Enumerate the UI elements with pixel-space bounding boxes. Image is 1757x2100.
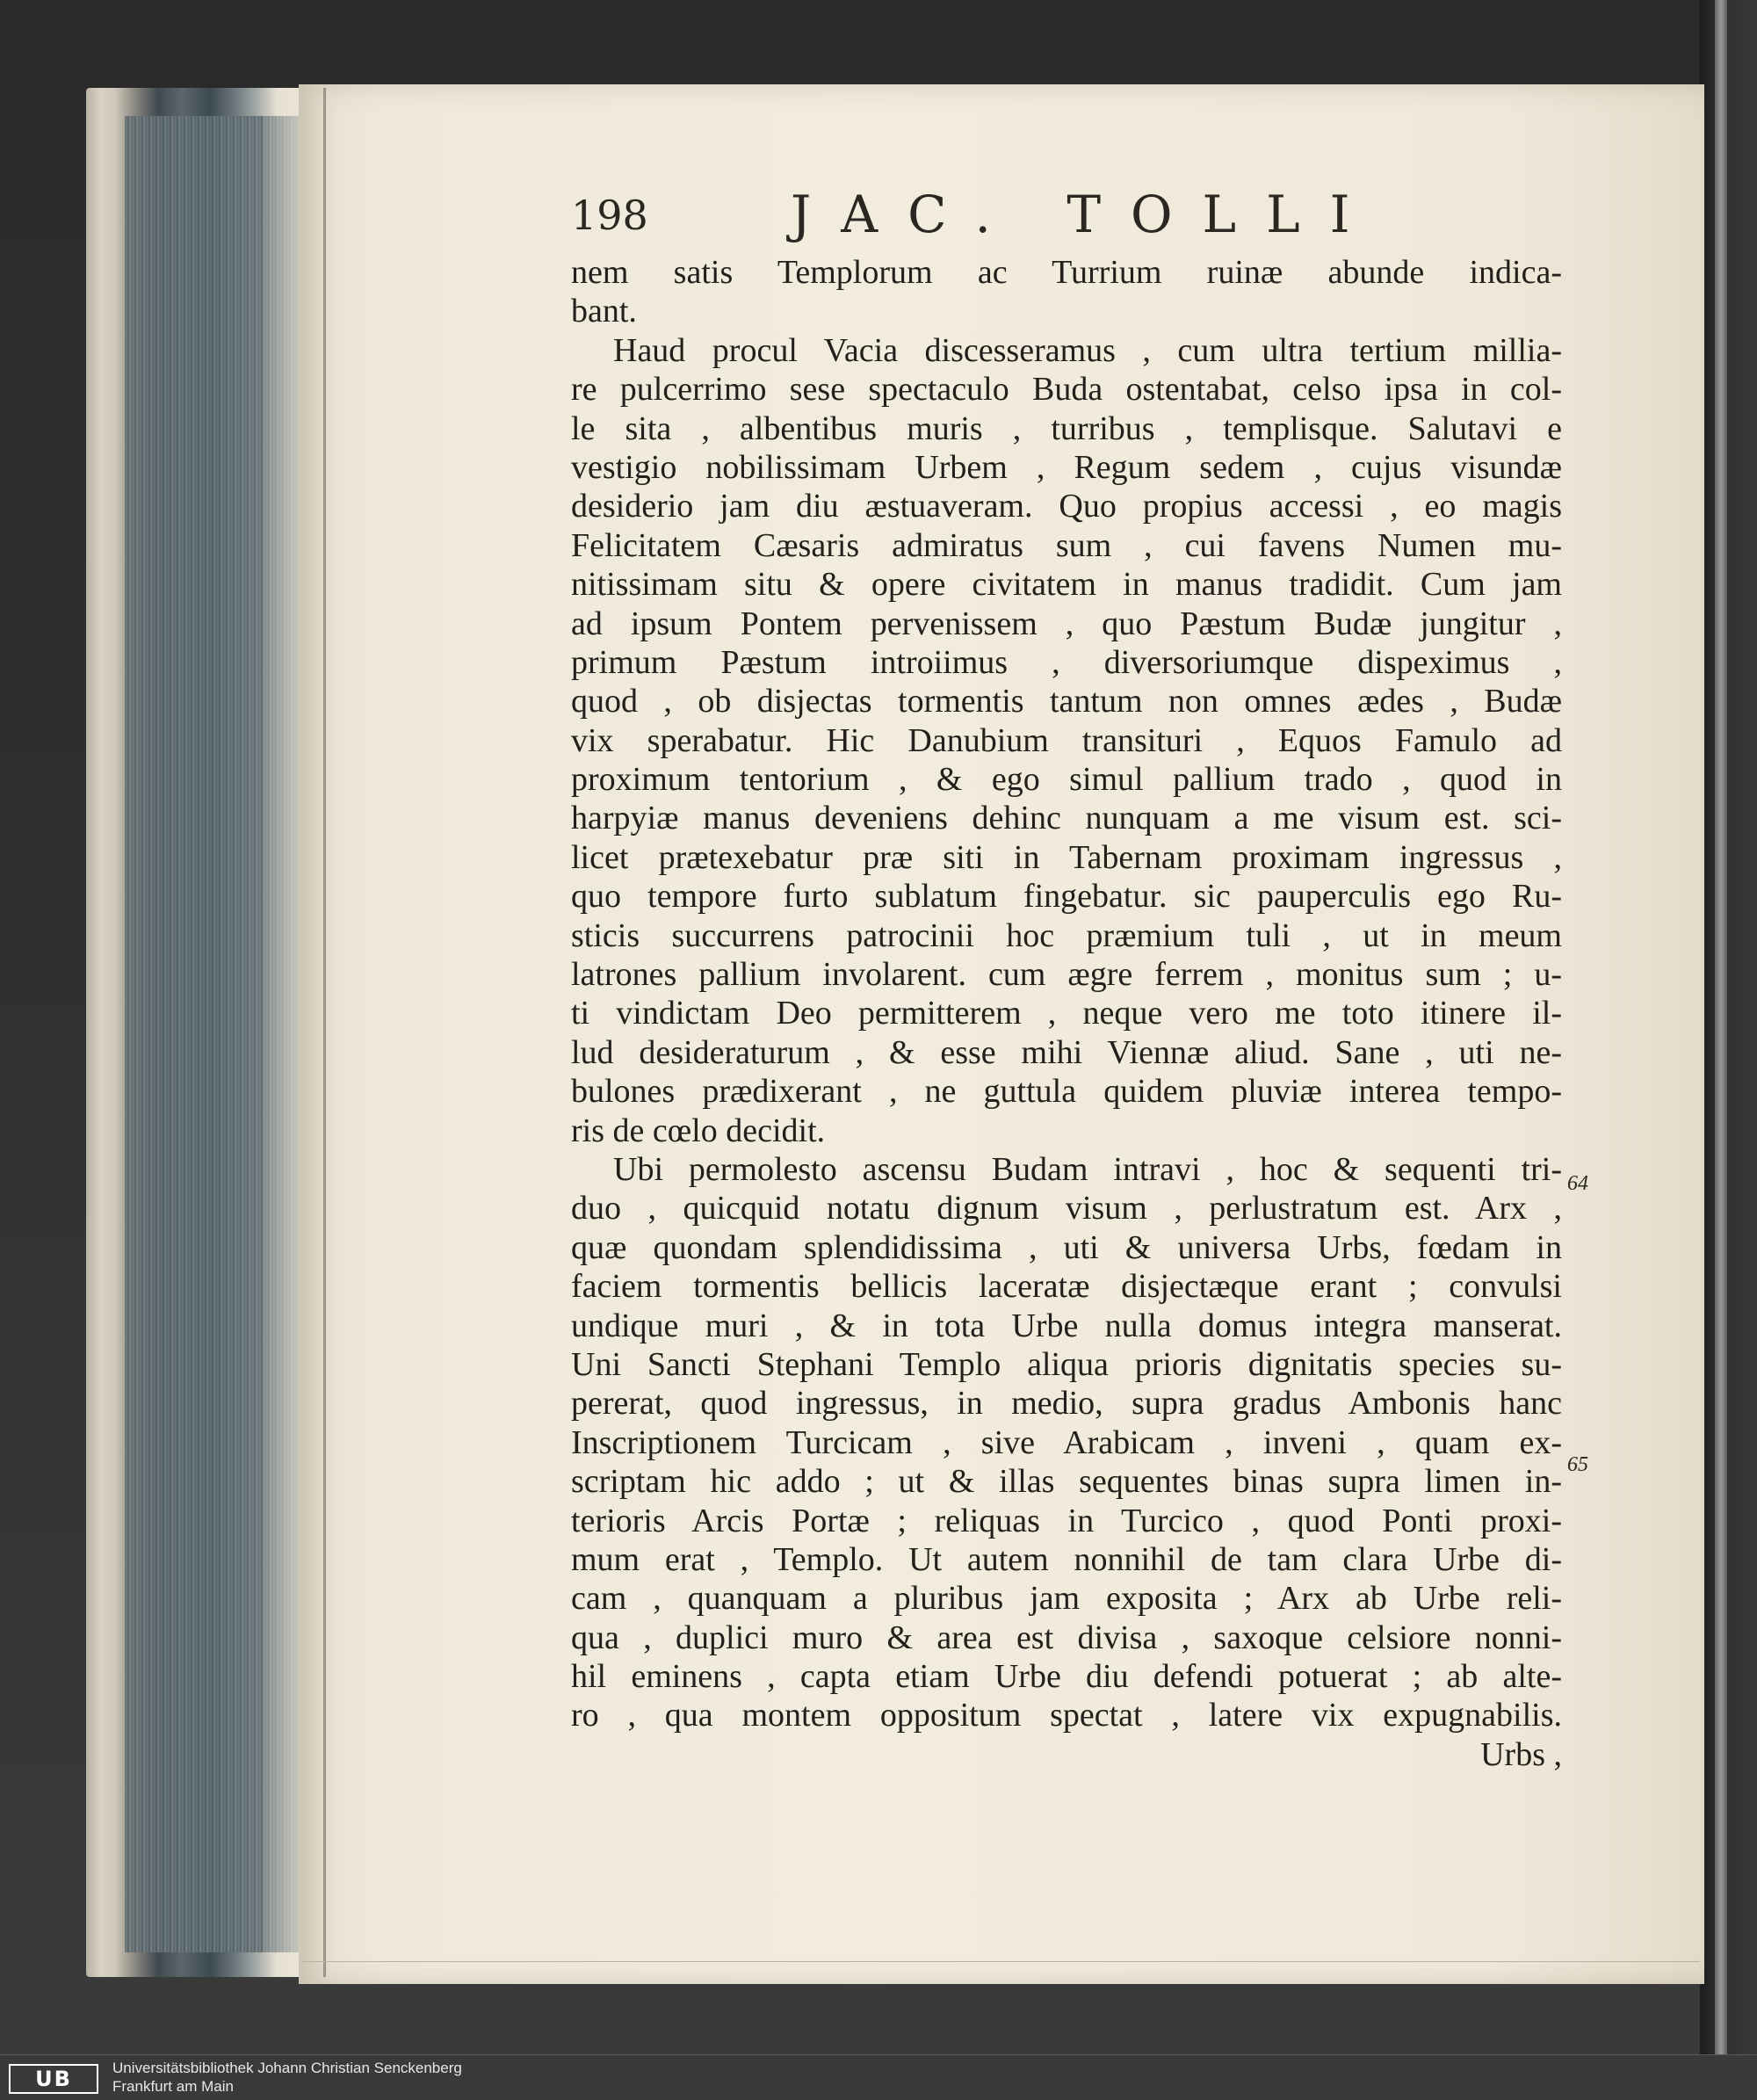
- scan-right-border: [1700, 0, 1757, 2054]
- text-line: terioris Arcis Portæ ; reliquas in Turcico , quod Ponti proxi-: [571, 1502, 1562, 1539]
- library-logo-text: UB: [35, 2067, 72, 2091]
- text-line: re pulcerrimo sese spectaculo Buda ostentabat, celso ipsa in col-: [571, 371, 1562, 409]
- text-line: vix sperabatur. Hic Danubium transituri , Equos Famulo ad: [571, 721, 1562, 759]
- text-line: cam , quanquam a pluribus jam exposita ; Arx ab Urbe reli-: [571, 1580, 1562, 1618]
- text-line: sticis succurrens patrocinii hoc præmium tuli , ut in meum: [571, 916, 1562, 954]
- page-bottom-edge: [303, 1961, 1700, 1967]
- text-line: quod , ob disjectas tormentis tantum non omnes ædes , Budæ: [571, 683, 1562, 721]
- text-line: bulones prædixerant , ne guttula quidem pluviæ interea tempo-: [571, 1073, 1562, 1111]
- running-title: JAC. TOLLI: [791, 185, 1380, 244]
- running-head: [571, 185, 1537, 246]
- text-line: hil eminens , capta etiam Urbe diu defendi potuerat ; ab alte-: [571, 1658, 1562, 1696]
- text-line: Uni Sancti Stephani Templo aliqua prioris dignitatis species su-: [571, 1345, 1562, 1383]
- text-line: Inscriptionem Turcicam , sive Arabicam , inveni , quam ex-: [571, 1423, 1562, 1461]
- text-line: scriptam hic addo ; ut & illas sequentes binas supra limen in-: [571, 1463, 1562, 1501]
- text-line: harpyiæ manus deveniens dehinc nunquam a me visum est. sci-: [571, 800, 1562, 837]
- book-clamp: [1715, 0, 1727, 2054]
- text-line: qua , duplici muro & area est divisa , saxoque celsiore nonni-: [571, 1618, 1562, 1656]
- catchword: Urbs ,: [1480, 1735, 1562, 1773]
- text-line: quo tempore furto sublatum fingebatur. sic pauperculis ego Ru-: [571, 878, 1562, 916]
- page-number: 198: [571, 192, 648, 239]
- text-line: nitissimam situ & opere civitatem in manus tradidit. Cum jam: [571, 566, 1562, 604]
- margin-note: 64: [1567, 1172, 1588, 1195]
- text-line: Felicitatem Cæsaris admiratus sum , cui favens Numen mu-: [571, 526, 1562, 564]
- text-line: nem satis Templorum ac Turrium ruinæ abunde indica-: [571, 254, 1562, 291]
- text-line: ti vindictam Deo permitterem , neque vero me toto itinere il-: [571, 995, 1562, 1032]
- text-line: ad ipsum Pontem pervenissem , quo Pæstum Budæ jungitur ,: [571, 605, 1562, 642]
- text-line: lud desideraturum , & esse mihi Viennæ aliud. Sane , uti ne-: [571, 1033, 1562, 1071]
- footer-location: Frankfurt am Main: [112, 2078, 234, 2095]
- text-line: pererat, quod ingressus, in medio, supra gradus Ambonis hanc: [571, 1385, 1562, 1423]
- text-line: licet prætexebatur præ siti in Tabernam proximam ingressus ,: [571, 838, 1562, 876]
- text-line: duo , quicquid notatu dignum visum , perlustratum est. Arx ,: [571, 1190, 1562, 1227]
- text-line: undique muri , & in tota Urbe nulla domus integra manserat.: [571, 1307, 1562, 1344]
- text-line: primum Pæstum introiimus , diversoriumque dispeximus ,: [571, 643, 1562, 681]
- text-line: proximum tentorium , & ego simul pallium trado , quod in: [571, 761, 1562, 799]
- text-line: mum erat , Templo. Ut autem nonnihil de tam clara Urbe di-: [571, 1540, 1562, 1578]
- text-line: latrones pallium involarent. cum ægre ferrem , monitus sum ; u-: [571, 956, 1562, 994]
- text-line: le sita , albentibus muris , turribus , templisque. Salutavi e: [571, 409, 1562, 447]
- library-logo[interactable]: [9, 2064, 98, 2094]
- footer-institution: Universitätsbibliothek Johann Christian Senckenberg: [112, 2060, 462, 2076]
- body-text: [571, 253, 1562, 1808]
- text-line: quæ quondam splendidissima , uti & universa Urbs, fœdam in: [571, 1228, 1562, 1266]
- text-line: vestigio nobilissimam Urbem , Regum sedem , cujus visundæ: [571, 448, 1562, 486]
- text-line: Haud procul Vacia discesseramus , cum ultra tertium millia-: [613, 331, 1562, 369]
- page-gutter-line: [323, 88, 326, 1977]
- text-line: bant.: [571, 293, 637, 330]
- margin-note: 65: [1567, 1453, 1588, 1476]
- text-line: faciem tormentis bellicis laceratæ disjectæque erant ; convulsi: [571, 1268, 1562, 1306]
- footer-bar: [0, 2054, 1757, 2100]
- text-line: desiderio jam diu æstuaveram. Quo propius accessi , eo magis: [571, 488, 1562, 525]
- text-line: Ubi permolesto ascensu Budam intravi , hoc & sequenti tri-: [613, 1150, 1562, 1188]
- text-line: ris de cœlo decidit.: [571, 1112, 826, 1149]
- text-line: ro , qua montem oppositum spectat , latere vix expugnabilis.: [571, 1697, 1562, 1734]
